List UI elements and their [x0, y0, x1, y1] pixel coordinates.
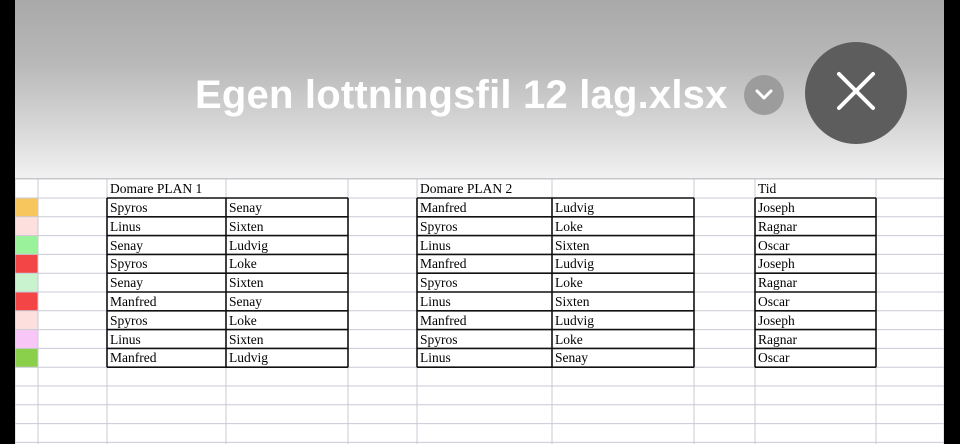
cell-p1a[interactable]: Spyros [110, 312, 148, 328]
cell-p1b[interactable]: Ludvig [229, 237, 268, 253]
cell-p2a[interactable]: Spyros [420, 218, 458, 234]
cell-p1b[interactable]: Senay [229, 294, 262, 309]
cell-p1a[interactable]: Senay [110, 237, 143, 253]
row-color-marker [15, 198, 38, 217]
row-color-marker [15, 330, 38, 349]
row-color-marker [15, 348, 38, 367]
cell-p2b[interactable]: Sixten [555, 294, 590, 309]
cell-p1a[interactable]: Spyros [110, 200, 148, 215]
row-color-marker [15, 273, 38, 292]
preview-header [15, 0, 944, 178]
header-cell-plan1[interactable]: Domare PLAN 1 [110, 181, 203, 196]
close-icon [834, 69, 878, 118]
cell-p2a[interactable]: Linus [420, 294, 451, 309]
chevron-down-icon[interactable] [744, 75, 784, 115]
header-cell-tid[interactable]: Tid [758, 181, 777, 196]
cell-p2b[interactable]: Senay [555, 350, 588, 366]
cell-p2a[interactable]: Spyros [420, 275, 458, 291]
row-color-marker [15, 292, 38, 311]
cell-p2b[interactable]: Ludvig [555, 312, 594, 328]
cell-p2b[interactable]: Sixten [555, 237, 590, 253]
cell-p1b[interactable]: Sixten [229, 218, 264, 234]
cell-p2a[interactable]: Manfred [420, 312, 467, 328]
cell-p1a[interactable]: Spyros [110, 256, 148, 272]
cell-p1b[interactable]: Senay [229, 200, 262, 215]
row-color-marker [15, 236, 38, 255]
row-color-marker [15, 217, 38, 236]
cell-tid[interactable]: Ragnar [758, 275, 797, 291]
cell-p2a[interactable]: Manfred [420, 200, 467, 215]
cell-p2b[interactable]: Ludvig [555, 200, 594, 215]
cell-tid[interactable]: Ragnar [758, 331, 797, 347]
cell-tid[interactable]: Joseph [758, 256, 795, 272]
cell-p2a[interactable]: Manfred [420, 256, 467, 272]
cell-p1b[interactable]: Loke [229, 312, 257, 328]
cell-p1a[interactable]: Senay [110, 275, 143, 291]
cell-tid[interactable]: Ragnar [758, 218, 797, 234]
spreadsheet-grid [15, 179, 944, 444]
cell-p1b[interactable]: Loke [229, 256, 257, 272]
cell-tid[interactable]: Oscar [758, 237, 790, 253]
file-preview-screen [15, 0, 944, 444]
row-color-marker [15, 311, 38, 330]
cell-p1a[interactable]: Linus [110, 331, 141, 347]
cell-p1a[interactable]: Manfred [110, 350, 157, 366]
cell-tid[interactable]: Joseph [758, 312, 795, 328]
cell-tid[interactable]: Joseph [758, 200, 795, 215]
cell-p1b[interactable]: Sixten [229, 331, 264, 347]
header-cell-plan2[interactable]: Domare PLAN 2 [420, 181, 513, 196]
cell-p2b[interactable]: Ludvig [555, 256, 594, 272]
cell-p2b[interactable]: Loke [555, 275, 583, 291]
cell-p1b[interactable]: Ludvig [229, 350, 268, 366]
cell-tid[interactable]: Oscar [758, 350, 790, 366]
cell-tid[interactable]: Oscar [758, 294, 790, 309]
cell-p1a[interactable]: Manfred [110, 294, 157, 309]
title-bar[interactable] [195, 70, 784, 120]
cell-p1a[interactable]: Linus [110, 218, 141, 234]
cell-p2b[interactable]: Loke [555, 218, 583, 234]
file-title[interactable]: Egen lottningsfil 12 lag.xlsx [195, 72, 728, 117]
row-color-marker [15, 254, 38, 273]
cell-p2a[interactable]: Linus [420, 237, 451, 253]
cell-p2a[interactable]: Linus [420, 350, 451, 366]
cell-p2b[interactable]: Loke [555, 331, 583, 347]
spreadsheet-view[interactable] [15, 178, 944, 444]
cell-p1b[interactable]: Sixten [229, 275, 264, 291]
close-button[interactable] [805, 42, 907, 144]
cell-p2a[interactable]: Spyros [420, 331, 458, 347]
